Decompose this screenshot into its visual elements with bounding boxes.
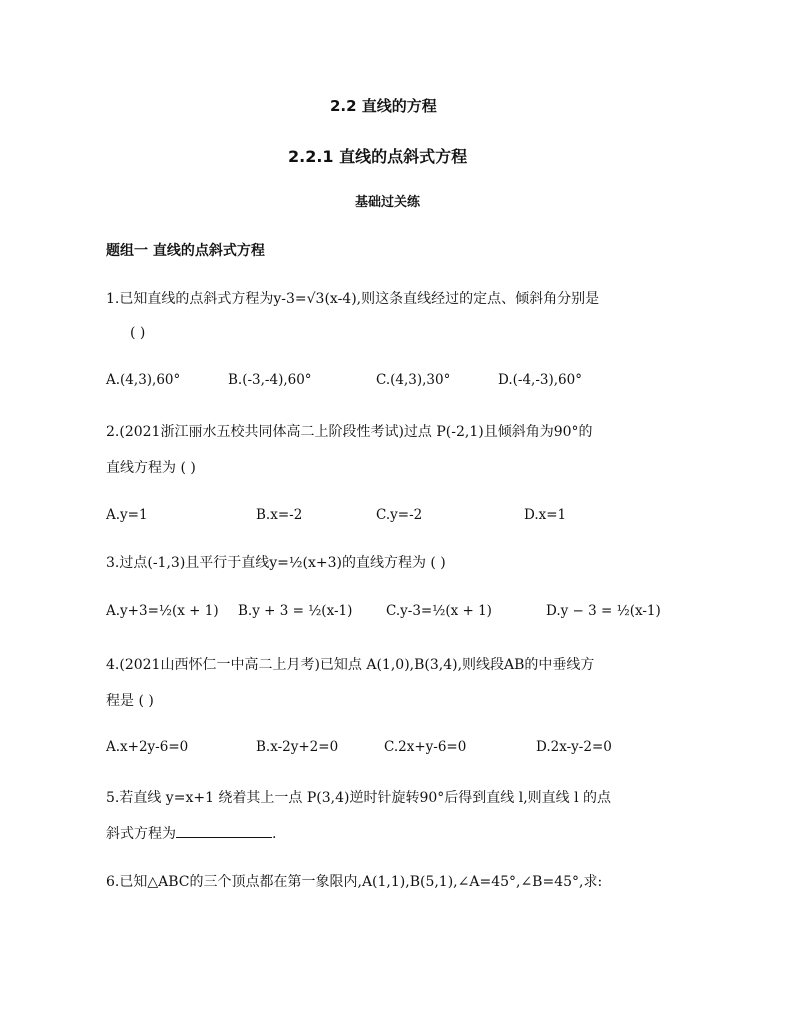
question-1-option-b: B.(-3,-4),60° [228, 372, 312, 388]
question-4-line-2: 程是 ( ) [106, 693, 154, 709]
question-4-option-b: B.x-2y+2=0 [256, 739, 339, 755]
question-1-option-c: C.(4,3),30° [376, 372, 451, 388]
section-title: 2.2 直线的方程 [330, 97, 437, 115]
question-3-option-d: D.y − 3 = ½(x-1) [546, 603, 661, 619]
question-1-line-1: 1.已知直线的点斜式方程为y-3=√3(x-4),则这条直线经过的定点、倾斜角分别是 [106, 291, 600, 307]
question-5-line-1: 5.若直线 y=x+1 绕着其上一点 P(3,4)逆时针旋转90°后得到直线 l,则直线 l 的点 [106, 790, 612, 806]
question-1-option-a: A.(4,3),60° [106, 372, 181, 388]
group-title: 题组一 直线的点斜式方程 [106, 243, 265, 259]
question-4-option-a: A.x+2y-6=0 [106, 739, 189, 755]
question-3-option-a: A.y+3=½(x + 1) [106, 603, 219, 619]
exercise-title: 基础过关练 [355, 195, 421, 210]
subsection-title: 2.2.1 直线的点斜式方程 [288, 147, 468, 166]
question-3-option-c: C.y-3=½(x + 1) [386, 603, 492, 619]
question-2-option-a: A.y=1 [106, 507, 148, 523]
question-2-line-2: 直线方程为 ( ) [106, 460, 196, 476]
question-1-option-d: D.(-4,-3),60° [498, 372, 582, 388]
question-4-option-c: C.2x+y-6=0 [384, 739, 467, 755]
question-1-paren: ( ) [130, 325, 146, 341]
question-5-line-2 [106, 823, 276, 843]
question-2-option-b: B.x=-2 [256, 507, 303, 523]
question-6-line-1: 6.已知△ABC的三个顶点都在第一象限内,A(1,1),B(5,1),∠A=45°,∠B=45°,求: [106, 874, 603, 890]
question-5-period: . [272, 826, 277, 842]
answer-blank[interactable] [176, 823, 272, 838]
question-3-line-1: 3.过点(-1,3)且平行于直线y=½(x+3)的直线方程为 ( ) [106, 555, 446, 571]
question-2-line-1: 2.(2021浙江丽水五校共同体高二上阶段性考试)过点 P(-2,1)且倾斜角为90°的 [106, 424, 593, 440]
question-2-option-c: C.y=-2 [376, 507, 423, 523]
question-4-option-d: D.2x-y-2=0 [536, 739, 612, 755]
question-4-line-1: 4.(2021山西怀仁一中高二上月考)已知点 A(1,0),B(3,4),则线段AB的中垂线方 [106, 657, 595, 673]
question-2-option-d: D.x=1 [524, 507, 567, 523]
question-5-line-2-text: 斜式方程为 [106, 826, 176, 842]
question-3-option-b: B.y + 3 = ½(x-1) [238, 603, 353, 619]
